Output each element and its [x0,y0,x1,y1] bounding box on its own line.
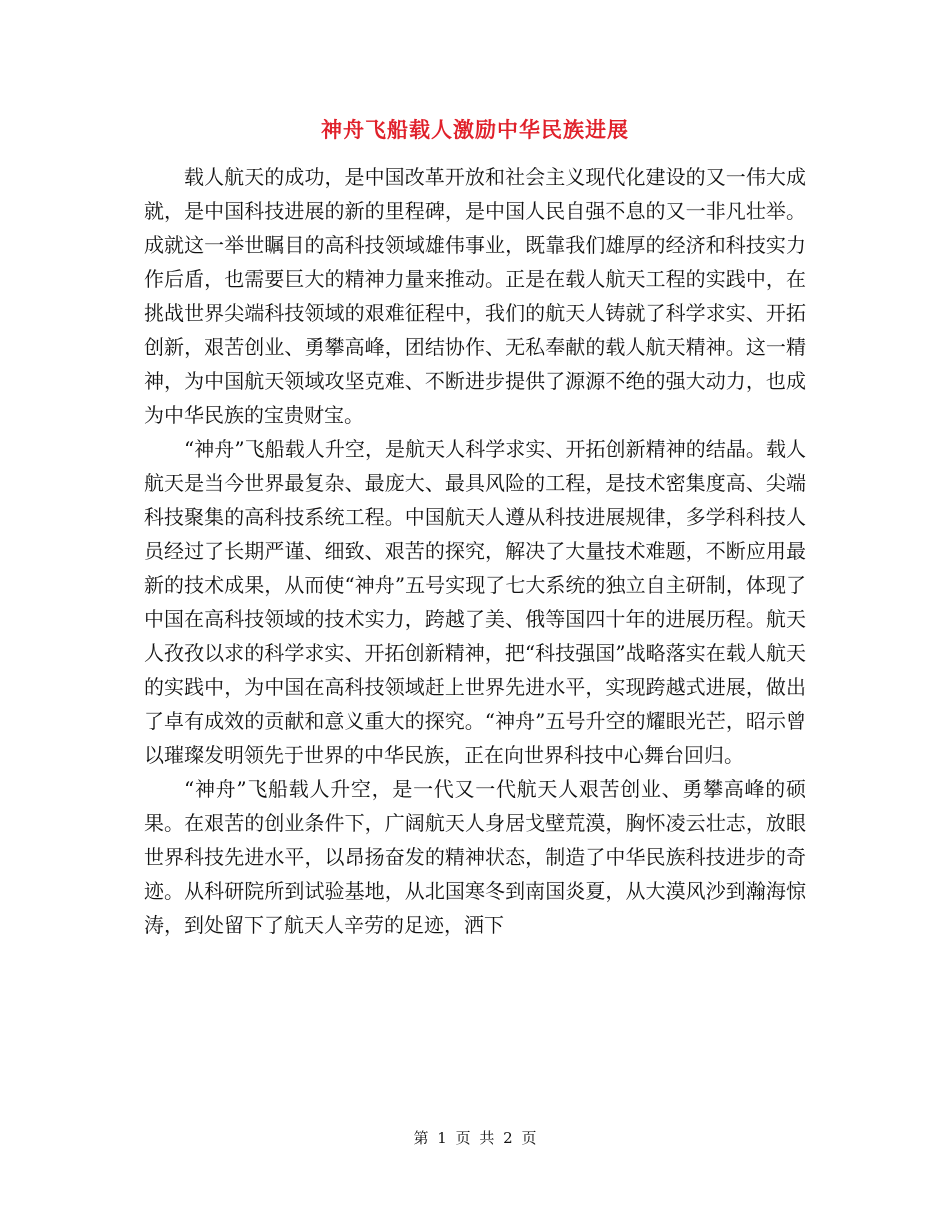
page-number-footer: 第 1 页 共 2 页 [413,1129,537,1147]
paragraph-3: “神舟”飞船载人升空，是一代又一代航天人艰苦创业、勇攀高峰的硕果。在艰苦的创业条件下，广阔航天人身居戈壁荒漠，胸怀凌云壮志，放眼世界科技先进水平，以昂扬奋发的精神状态，制造了中华民族科技进步的奇迹。从科研院所到试验基地，从北国寒冬到南国炎夏，从大漠风沙到瀚海惊涛，到处留下了航天人辛劳的足迹，洒下 [144,777,806,937]
document-title: 神舟飞船载人激励中华民族进展 [321,118,629,142]
paragraph-2: “神舟”飞船载人升空，是航天人科学求实、开拓创新精神的结晶。载人航天是当今世界最复杂、最庞大、最具风险的工程，是技术密集度高、尖端科技聚集的高科技系统工程。中国航天人遵从科技进展规律，多学科科技人员经过了长期严谨、细致、艰苦的探究，解决了大量技术难题，不断应用最新的技术成果，从而使“神舟”五号实现了七大系统的独立自主研制，体现了中国在高科技领域的技术实力，跨越了美、俄等国四十年的进展历程。航天人孜孜以求的科学求实、开拓创新精神，把“科技强国”战略落实在载人航天的实践中，为中国在高科技领域赶上世界先进水平，实现跨越式进展，做出了卓有成效的贡献和意义重大的探究。“神舟”五号升空的耀眼光芒，昭示曾以璀璨发明领先于世界的中华民族，正在向世界科技中心舞台回归。 [144,437,806,767]
document-body [144,160,806,942]
paragraph-1: 载人航天的成功，是中国改革开放和社会主义现代化建设的又一伟大成就，是中国科技进展的新的里程碑，是中国人民自强不息的又一非凡壮举。成就这一举世瞩目的高科技领域雄伟事业，既靠我们雄厚的经济和科技实力作后盾，也需要巨大的精神力量来推动。正是在载人航天工程的实践中，在挑战世界尖端科技领域的艰难征程中，我们的航天人铸就了科学求实、开拓创新，艰苦创业、勇攀高峰，团结协作、无私奉献的载人航天精神。这一精神，为中国航天领域攻坚克难、不断进步提供了源源不绝的强大动力，也成为中华民族的宝贵财宝。 [144,165,806,427]
